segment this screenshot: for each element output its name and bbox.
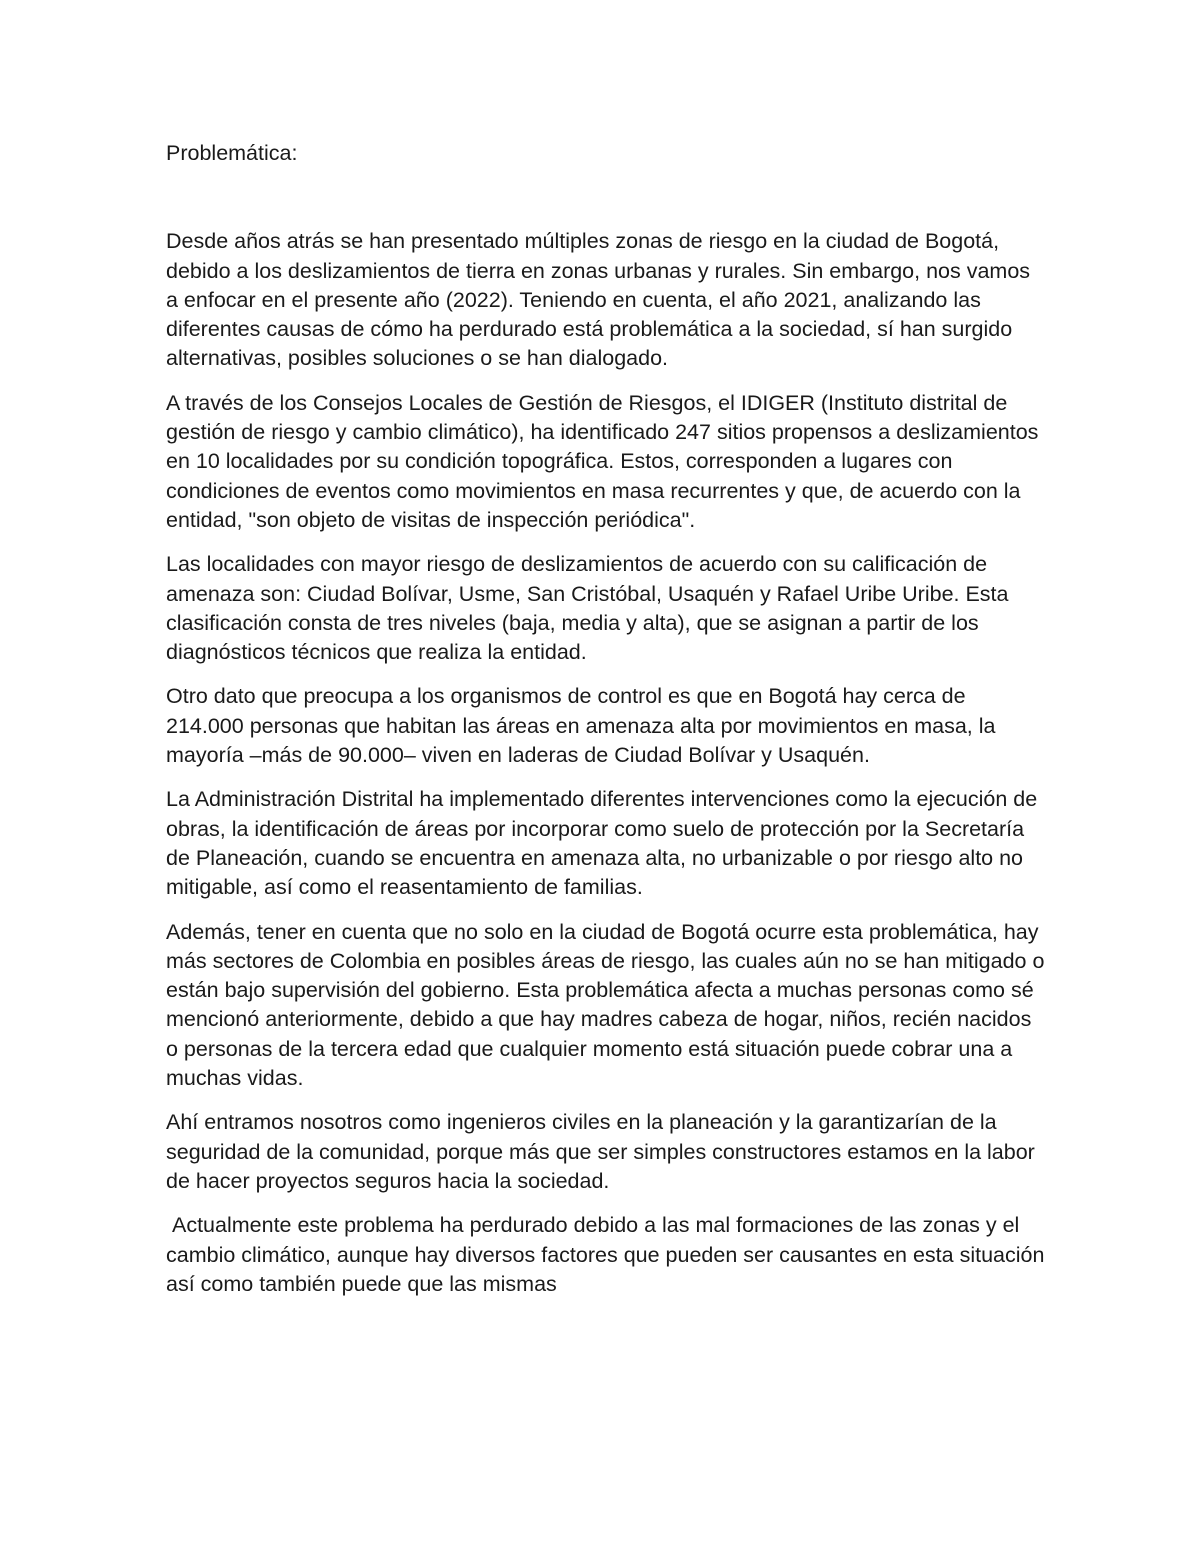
paragraph-7: Ahí entramos nosotros como ingenieros civiles en la planeación y la garantizarían de la seguridad de la comunidad, porque más que ser simples constructores estamos en la labor de hacer proyectos seguros hacia la sociedad. (166, 1110, 1041, 1193)
section-heading: Problemática: (166, 141, 298, 165)
paragraph-5: La Administración Distrital ha implementado diferentes intervenciones como la ejecución de obras, la identificación de áreas por incorporar como suelo de protección por la Secretaría de Planeación, cuando se encuentra en amenaza alta, no urbanizable o por riesgo alto no mitigable, así como el reasentamiento de familias. (166, 787, 1044, 900)
document-body (166, 139, 1051, 1314)
paragraph-8: Actualmente este problema ha perdurado debido a las mal formaciones de las zonas y el cambio climático, aunque hay diversos factores que pueden ser causantes en esta situación así como también puede que las mismas (166, 1213, 1051, 1296)
paragraph-3: Las localidades con mayor riesgo de deslizamientos de acuerdo con su calificación de amenaza son: Ciudad Bolívar, Usme, San Cristóbal, Usaquén y Rafael Uribe Uribe. Esta clasificación consta de tres niveles (baja, media y alta), que se asignan a partir de los diagnósticos técnicos que realiza la entidad. (166, 552, 1015, 665)
paragraph-4: Otro dato que preocupa a los organismos de control es que en Bogotá hay cerca de 214.000 personas que habitan las áreas en amenaza alta por movimientos en masa, la mayoría –más de 90.000– viven en laderas de Ciudad Bolívar y Usaquén. (166, 684, 1002, 768)
paragraph-1: Desde años atrás se han presentado múltiples zonas de riesgo en la ciudad de Bogotá, debido a los deslizamientos de tierra en zonas urbanas y rurales. Sin embargo, nos vamos a enfocar en el presente año (2022). Teniendo en cuenta, el año 2021, analizando las diferentes causas de cómo ha perdurado está problemática a la sociedad, sí han surgido alternativas, posibles soluciones o se han dialogado. (166, 229, 1037, 371)
paragraph-6: Además, tener en cuenta que no solo en la ciudad de Bogotá ocurre esta problemática, hay más sectores de Colombia en posibles áreas de riesgo, las cuales aún no se han mitigado o están bajo supervisión del gobierno. Esta problemática afecta a muchas personas como sé mencionó anteriormente, debido a que hay madres cabeza de hogar, niños, recién nacidos o personas de la tercera edad que cualquier momento está situación puede cobrar una a muchas vidas. (166, 919, 1051, 1091)
paragraph-2: A través de los Consejos Locales de Gestión de Riesgos, el IDIGER (Instituto distrital de gestión de riesgo y cambio climático), ha identificado 247 sitios propensos a deslizamientos en 10 localidades por su condición topográfica. Estos, corresponden a lugares con condiciones de eventos como movimientos en masa recurrentes y que, de acuerdo con la entidad, "son objeto de visitas de inspección periódica". (166, 390, 1045, 532)
